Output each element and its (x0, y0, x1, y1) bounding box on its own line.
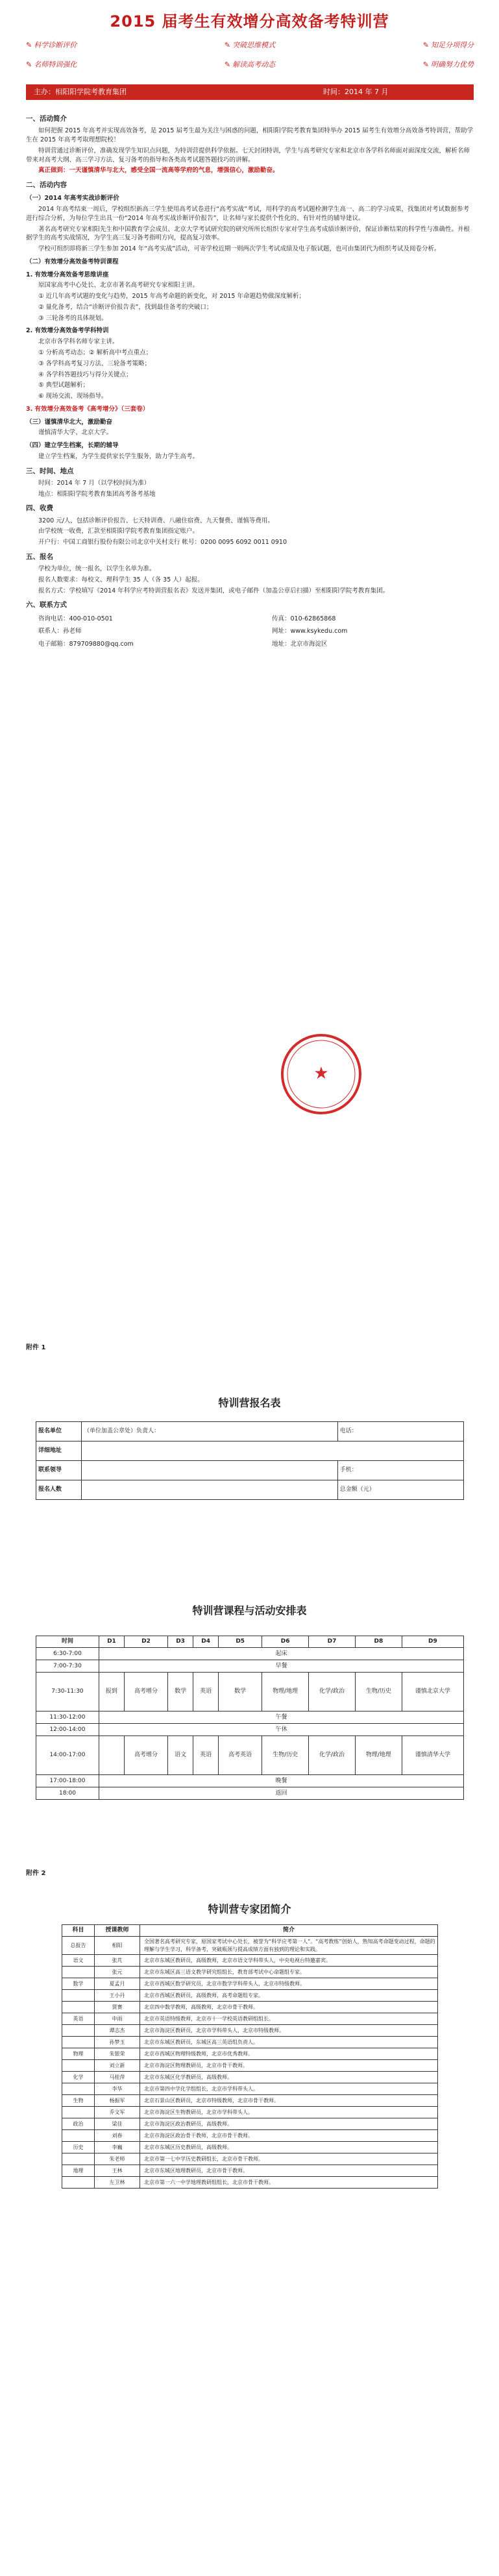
description-cell: 北京市西城区物理特级教师，北京市优秀教师。 (140, 2048, 438, 2060)
table-cell: 英语 (193, 1673, 219, 1711)
slogan-item: ✎ 明确努力优势 (422, 60, 474, 69)
table-row (62, 1990, 438, 2002)
table-cell: 数学 (168, 1673, 193, 1711)
table-row (62, 1955, 438, 1967)
subject-cell: 总报告 (62, 1937, 95, 1955)
highlight-paragraph: 真正做到：一天谨慎清华与北大，感受全国一流高等学府的气息，增强信心，激励勤奋。 (38, 167, 279, 175)
table-cell[interactable]: 总金额（元） (337, 1480, 463, 1500)
table-row (36, 1480, 464, 1500)
text-line: 报名人数要求：每校文、理科学生 35 人（各 35 人）起报。 (38, 576, 204, 583)
teacher-cell: 孙梦玉 (95, 2037, 140, 2048)
column-header: D1 (99, 1636, 124, 1648)
table-cell (99, 1736, 124, 1775)
table-row (36, 1660, 464, 1673)
teacher-cell: 张芃 (95, 1955, 140, 1967)
slogan-row (26, 40, 474, 51)
subject-cell: 历史 (62, 2142, 95, 2153)
slogan-item: ✎ 突破思维模式 (224, 41, 276, 49)
time-cell: 18:00 (36, 1787, 99, 1800)
description-cell: 北京市英语特级教师，北京市十一学校英语教研组组长。 (140, 2013, 438, 2025)
table-cell: 语文 (168, 1736, 193, 1775)
table-row (62, 2048, 438, 2060)
slogan-row (26, 60, 474, 70)
table-cell: 联系领导 (36, 1461, 82, 1480)
text-line: 开户行：中国工商银行股份有限公司北京中关村支行 帐号：0200 0095 6092 0011 0910 (38, 539, 287, 546)
column-header: D2 (124, 1636, 167, 1648)
teacher-cell: 刘立新 (95, 2060, 140, 2072)
description-cell: 北京市第一六一中学地理教研组组长，北京市骨干教师。 (140, 2177, 438, 2189)
slogan-item: ✎ 解读高考动态 (224, 60, 276, 69)
time-cell: 12:00-14:00 (36, 1724, 99, 1736)
time-cell: 6:30-7:00 (36, 1648, 99, 1660)
text-line: 由学校统一收费，汇款至相阳阳学院考教育集团指定账户。 (38, 528, 199, 535)
paragraph: 2014 年高考结束一周后，学校组织新高三学生使用高考试卷进行“高考实战”考试，用科学的高考试题检测学生高一、高二的学习成果，找集团对考试数据参考进行综合分析，为每位学生出具一份“2014 年高考实战诊断评价报告”，让名师与家长提供个性化的、有针对性的辅导建议。 (26, 206, 470, 222)
paragraph: 学校可组织即将新三学生参加 2014 年“高考实战”活动，可寄学校近期一则两次学生考试成绩及电子版试题，也可由集团代为组织考试及阅卷分析。 (38, 245, 441, 253)
table-cell[interactable]: （单位加盖公章处）负责人： (82, 1422, 338, 1441)
table-row (36, 1711, 464, 1724)
teacher-cell: 谭志杰 (95, 2025, 140, 2037)
description-cell: 北京市东城区高三语文教学研究组组长，教育部考试中心命题组专家。 (140, 1967, 438, 1978)
teacher-cell: 马桂萍 (95, 2072, 140, 2083)
table-cell[interactable]: 手机： (337, 1461, 463, 1480)
column-header: 时间 (36, 1636, 99, 1648)
table-row (62, 2013, 438, 2025)
text-line: 原国家高考中心处长、北京市著名高考研究专家相阳主讲。 (38, 282, 199, 289)
text-line: 报名方式：学校填写《2014 年科学应考特训营报名表》发送并集团，或电子邮件（加盖公章后扫描）至相阳阳学院考教育集团。 (38, 587, 389, 595)
contact-grid (26, 615, 474, 649)
section-heading: 三、时间、地点 (26, 467, 74, 475)
schedule-table-title: 特训营课程与活动安排表 (192, 1604, 307, 1617)
text-line: 建立学生档案，为学生提供家长学生服务，助力学生高考。 (38, 452, 199, 460)
contact-person: 联系人：孙老师 (38, 628, 82, 635)
table-row (62, 2165, 438, 2177)
table-row (62, 2153, 438, 2165)
appendix-label: 附件 2 (26, 1870, 46, 1877)
teacher-cell: 杨振军 (95, 2095, 140, 2107)
subject-cell (62, 2107, 95, 2118)
column-header: 简介 (140, 1925, 438, 1937)
teacher-cell: 朱银荣 (95, 2048, 140, 2060)
table-row (62, 2095, 438, 2107)
section-heading: 五、报名 (26, 552, 53, 561)
teacher-cell: 李巍 (95, 2142, 140, 2153)
table-cell: 高考增分 (124, 1673, 167, 1711)
pen-icon: ✎ (422, 41, 429, 49)
section-heading: 二、活动内容 (26, 181, 67, 190)
subject-cell: 政治 (62, 2118, 95, 2130)
teacher-cell: 乔文军 (95, 2107, 140, 2118)
table-cell[interactable] (82, 1441, 464, 1461)
table-cell: 报名人数 (36, 1480, 82, 1500)
table-row (62, 2107, 438, 2118)
description-cell: 北京四中数学教师，高级教师，北京市骨干教师。 (140, 2002, 438, 2013)
teacher-cell: 贾赛 (95, 2002, 140, 2013)
subject-cell (62, 2153, 95, 2165)
subject-cell (62, 2083, 95, 2095)
teacher-cell: 王林 (95, 2165, 140, 2177)
table-row (36, 1648, 464, 1660)
table-row (62, 1978, 438, 1990)
section-heading: 一、活动简介 (26, 115, 67, 123)
table-row (62, 2002, 438, 2013)
registration-table-title: 特训营报名表 (218, 1397, 281, 1409)
subheading: （三）谨慎清华北大，激励勤奋 (26, 418, 113, 426)
slogan-item: ✎ 知足分项得分 (422, 41, 474, 49)
time-cell: 17:00-18:00 (36, 1775, 99, 1787)
teacher-cell: 申雨 (95, 2013, 140, 2025)
table-cell: 详细地址 (36, 1441, 82, 1461)
description-cell: 北京市东城区教研员，高级教师，北京市语文学科带头人，中央电视台特邀嘉宾。 (140, 1955, 438, 1967)
teacher-cell: 张元 (95, 1967, 140, 1978)
subheading: 2. 有效增分高效备考学科特训 (26, 327, 109, 335)
address-text: 地址：北京市海淀区 (272, 641, 328, 648)
column-header: 科目 (62, 1925, 95, 1937)
table-row (62, 2177, 438, 2189)
description-cell: 北京市西城区教研员，高级教师，高考命题组专家。 (140, 1990, 438, 2002)
text-line: 谨慎清华大学、北京大学。 (38, 429, 113, 437)
organizer: 主办：相阳阳学院考教育集团 (34, 88, 127, 97)
table-cell: 谨慎清华大学 (402, 1736, 463, 1775)
text-line: ② 量化备考，结合“诊断评价报告表”，找到最佳备考的突破口； (38, 303, 213, 311)
text-line: ⑥ 现场交流、现场指导。 (38, 393, 108, 400)
column-header: D9 (402, 1636, 463, 1648)
slogan-item: ✎ 科学诊断评价 (26, 41, 77, 49)
teacher-cell: 朱老师 (95, 2153, 140, 2165)
description-cell: 北京市东城区地理教研员，北京市骨干教师。 (140, 2165, 438, 2177)
column-header: D5 (219, 1636, 262, 1648)
appendix-label: 附件 1 (26, 1344, 46, 1351)
subheading: （一）2014 年高考实战诊断评价 (26, 195, 119, 202)
paragraph: 著名高考研究专家相阳先生和中国教育学会成员、北京大学考试研究院的研究所所长组织专家对学生高考成绩诊断评价，保证诊断结果的科学性与准确性。并根据学生的高考实战情况，为学生高三复习备考指明方向，提高复习效率。 (26, 225, 470, 242)
table-row (62, 1967, 438, 1978)
description-cell: 北京市海淀区物理教研员，北京市骨干教师。 (140, 2060, 438, 2072)
text-line: 时间：2014 年 7 月（以学校时间为准） (38, 479, 151, 487)
subject-cell (62, 2060, 95, 2072)
activity-cell: 起床 (99, 1648, 463, 1660)
website-link[interactable]: 网址：www.ksykedu.com (272, 628, 348, 635)
table-cell: 生物/历史 (355, 1673, 402, 1711)
table-row (62, 1937, 438, 1955)
activity-cell: 午餐 (99, 1711, 463, 1724)
table-cell: 化学/政治 (309, 1673, 356, 1711)
subject-cell (62, 1967, 95, 1978)
pen-icon: ✎ (224, 60, 231, 69)
text-line: ① 近几年高考试题的变化与趋势，2015 年高考命题的新变化，对 2015 年命题趋势做深度解析； (38, 293, 305, 301)
text-line: ④ 各学科答题技巧与得分关键点； (38, 371, 132, 378)
activity-cell: 早餐 (99, 1660, 463, 1673)
table-row (36, 1422, 464, 1441)
subject-cell (62, 2130, 95, 2142)
table-row (36, 1441, 464, 1461)
subject-cell (62, 2177, 95, 2189)
table-row (36, 1673, 464, 1711)
column-header: D4 (193, 1636, 219, 1648)
table-cell[interactable] (82, 1480, 338, 1500)
table-row (62, 2083, 438, 2095)
teacher-cell: 王小丹 (95, 1990, 140, 2002)
paragraph: 特训营通过诊断评价，准确发现学生知识点问题，为特训营提供科学依据。七天封闭特训，学生与高考研究专家和北京市各学科名师面对面深度交流，解析名师带来对高考大纲、高三学习方法、复习备考的指导和各类高考试题答题技巧的讲解。 (26, 147, 470, 164)
fax-text: 传真：010-62865868 (272, 615, 336, 622)
subject-cell (62, 2002, 95, 2013)
description-cell: 北京市海淀区政治骨干教师，北京市骨干教师。 (140, 2130, 438, 2142)
subject-cell: 地理 (62, 2165, 95, 2177)
teacher-cell: 夏孟月 (95, 1978, 140, 1990)
column-header: D7 (309, 1636, 356, 1648)
subject-cell: 英语 (62, 2013, 95, 2025)
table-row (62, 2130, 438, 2142)
text-line: 地点：相阳阳学院考教育集团高考备考基地 (38, 490, 156, 498)
description-cell: 北京市第一七中学历史教研组长，北京市骨干教师。 (140, 2153, 438, 2165)
teacher-cell: 刘春 (95, 2130, 140, 2142)
subject-cell: 生物 (62, 2095, 95, 2107)
pen-icon: ✎ (224, 41, 231, 49)
time-cell: 7:00-7:30 (36, 1660, 99, 1673)
text-line: 3200 元/人，包括诊断评价报告、七天特训费、八融住宿费、九天餐费、谨慎等费用。 (38, 517, 274, 524)
subject-cell: 语文 (62, 1955, 95, 1967)
table-row (62, 2025, 438, 2037)
text-line: ③ 三轮备考的具体规划。 (38, 314, 108, 322)
description-cell: 北京市第四中学化学组组长，北京市学科带头人。 (140, 2083, 438, 2095)
subheading: 3. 有效增分高效备考《高考增分》（三套卷） (26, 405, 149, 413)
table-row (36, 1775, 464, 1787)
table-cell: 英语 (193, 1736, 219, 1775)
section-heading: 四、收费 (26, 504, 53, 513)
official-seal (279, 1032, 363, 1116)
slogan-item: ✎ 名师特训强化 (26, 60, 77, 69)
table-cell: 高考增分 (124, 1736, 167, 1775)
subject-cell (62, 2025, 95, 2037)
table-cell[interactable] (82, 1461, 338, 1480)
table-row (62, 2060, 438, 2072)
subheading: （四）建立学生档案，长期的辅导 (26, 442, 119, 450)
pen-icon: ✎ (422, 60, 429, 69)
activity-cell: 返回 (99, 1787, 463, 1800)
teacher-cell: 相阳 (95, 1937, 140, 1955)
table-cell: 物理/地理 (262, 1673, 309, 1711)
registration-table (36, 1421, 464, 1500)
table-cell: 数学 (219, 1673, 262, 1711)
table-cell: 报到 (99, 1673, 124, 1711)
column-header: D6 (262, 1636, 309, 1648)
main-content (26, 109, 474, 653)
activity-cell: 晚餐 (99, 1775, 463, 1787)
teacher-cell: 李华 (95, 2083, 140, 2095)
svg-text:★: ★ (313, 1064, 329, 1083)
description-cell: 北京市海淀区生物教研员，北京市学科带头人。 (140, 2107, 438, 2118)
table-row (36, 1736, 464, 1775)
column-header: D8 (355, 1636, 402, 1648)
table-row (36, 1724, 464, 1736)
column-header: 授课教师 (95, 1925, 140, 1937)
document-title: 2015 届考生有效增分高效备考特训营 (110, 12, 389, 31)
pen-icon: ✎ (26, 41, 32, 49)
table-cell: 谨慎北京大学 (402, 1673, 463, 1711)
description-cell: 北京市海淀区政治教研员，高级教师。 (140, 2118, 438, 2130)
table-cell[interactable]: 电话： (337, 1422, 463, 1441)
table-cell: 生物/历史 (262, 1736, 309, 1775)
text-line: ① 分析高考动态；② 解析高中考点重点； (38, 349, 152, 356)
text-line: ③ 各学科高考复习方法、三轮备考策略； (38, 360, 151, 367)
text-line: 北京市各学科名师专家主讲。 (38, 338, 119, 346)
subheading: 1. 有效增分高效备考思维讲座 (26, 271, 109, 278)
subject-cell (62, 1990, 95, 2002)
table-row (36, 1787, 464, 1800)
table-row (62, 2037, 438, 2048)
subheading: （二）有效增分高效备考特训课程 (26, 258, 119, 265)
phone-text: 咨询电话：400-010-0501 (38, 615, 113, 622)
organizer-bar (26, 84, 474, 100)
time-cell: 7:30-11:30 (36, 1673, 99, 1711)
description-cell: 北京市东城区历史教研员，高级教师。 (140, 2142, 438, 2153)
expert-table (62, 1924, 438, 2189)
description-cell: 北京石景山区教研员，北京市特级教师，北京市骨干教师。 (140, 2095, 438, 2107)
column-header: D3 (168, 1636, 193, 1648)
expert-table-title: 特训营专家团简介 (208, 1903, 291, 1915)
time-cell: 14:00-17:00 (36, 1736, 99, 1775)
description-cell: 北京市西城区数学研究员，北京市数学学科带头人，北京市特级教师。 (140, 1978, 438, 1990)
table-header-row (36, 1636, 464, 1648)
teacher-cell: 梁佳 (95, 2118, 140, 2130)
description-cell: 北京市东城区化学教研员，高级教师。 (140, 2072, 438, 2083)
table-row (62, 2142, 438, 2153)
table-cell: 化学/政治 (309, 1736, 356, 1775)
table-row (62, 2072, 438, 2083)
table-header-row (62, 1925, 438, 1937)
table-cell: 物理/地理 (355, 1736, 402, 1775)
text-line: ⑤ 典型试题解析； (38, 382, 90, 389)
pen-icon: ✎ (26, 60, 32, 69)
description-cell: 北京市海淀区教研员，北京市学科带头人，北京市特级教师。 (140, 2025, 438, 2037)
email-link[interactable]: 电子邮箱：879709880@qq.com (38, 641, 134, 648)
paragraph: 如何把握 2015 年高考并实现高效备考，是 2015 届考生最为关注与困惑的问题，相阳阳学院考教育集团特举办 2015 届考生有效增分高效备考特训营，帮助学生在 2015 年高考考取理想院校！ (26, 127, 474, 143)
subject-cell: 数学 (62, 1978, 95, 1990)
event-time: 时间：2014 年 7 月 (323, 88, 389, 97)
table-row (62, 2118, 438, 2130)
subject-cell: 化学 (62, 2072, 95, 2083)
table-row (36, 1461, 464, 1480)
description-cell: 全国著名高考研究专家，原国家考试中心处长，被誉为“科学应考第一人”。“高考教练”创始人，熟知高考命题变动过程，命题的理解与学生学习，科学备考，突破瓶颈与提高成绩方面有独到的理论和实践。 (140, 1937, 438, 1955)
table-cell: 高考英语 (219, 1736, 262, 1775)
schedule-table (36, 1636, 464, 1800)
table-cell: 报名单位 (36, 1422, 82, 1441)
subject-cell: 物理 (62, 2048, 95, 2060)
time-cell: 11:30-12:00 (36, 1711, 99, 1724)
activity-cell: 午休 (99, 1724, 463, 1736)
description-cell: 北京市东城区教研员，东城区高三英语组负责人。 (140, 2037, 438, 2048)
subject-cell (62, 2037, 95, 2048)
text-line: 学校为单位，统一报名，以学生名单为准。 (38, 565, 156, 573)
teacher-cell: 左卫林 (95, 2177, 140, 2189)
section-heading: 六、联系方式 (26, 601, 67, 609)
